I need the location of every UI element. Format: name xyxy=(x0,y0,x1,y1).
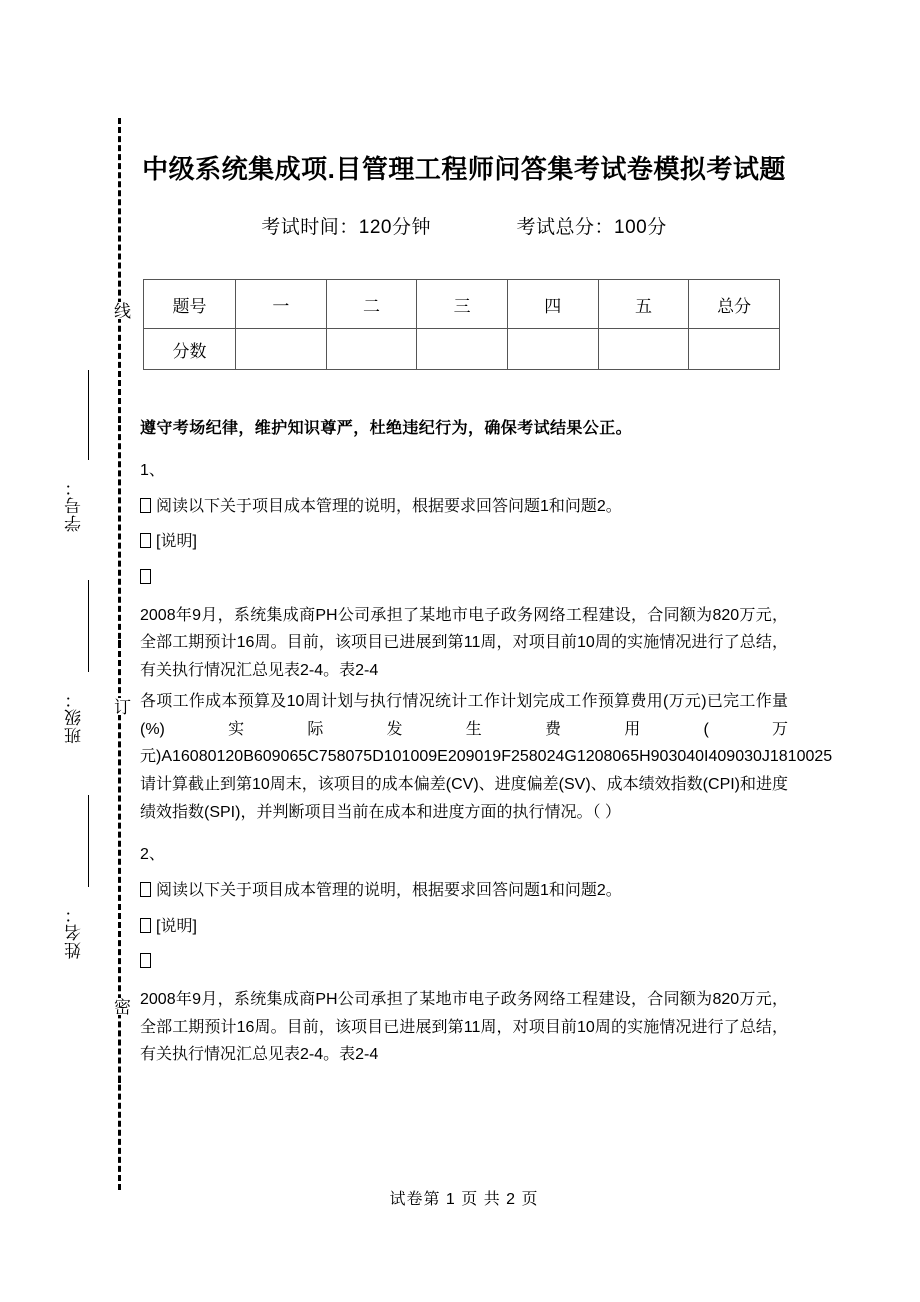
section-label-text: [说明] xyxy=(156,533,197,551)
seal-char-line xyxy=(106,302,134,319)
table-row-header xyxy=(144,280,780,329)
seal-dash-dot xyxy=(118,1080,121,1083)
score-header-cell: 二 xyxy=(326,280,417,329)
class-label: 班级： xyxy=(65,690,84,744)
page-title: 中级系统集成项.目管理工程师问答集考试卷模拟考试题 xyxy=(142,154,786,184)
score-cell[interactable] xyxy=(236,329,327,370)
missing-glyph-icon xyxy=(140,569,151,584)
score-cell[interactable] xyxy=(689,329,780,370)
question-number-1: 1、 xyxy=(140,461,165,479)
seal-dash-dot xyxy=(118,860,121,863)
question-section-label-2 xyxy=(140,904,788,940)
table-row xyxy=(144,329,780,370)
question-body-2a: 2008年9月，系统集成商PH公司承担了某地市电子政务网络工程建设，合同额为820万元，全部工期预计16周。目前，该项目已进展到第11周，对项目前10周的实施情况进行了总结，有关执行情况汇总见表2-4。表2-4 xyxy=(140,991,788,1064)
seal-char-text: 线 xyxy=(111,302,130,319)
seal-char-text: 订 xyxy=(111,698,130,715)
missing-glyph-icon xyxy=(140,882,151,897)
score-header-cell: 总分 xyxy=(689,280,780,329)
seal-dash-dot xyxy=(118,420,121,423)
question-body-1a: 2008年9月，系统集成商PH公司承担了某地市电子政务网络工程建设，合同额为820万元，全部工期预计16周。目前，该项目已进展到第11周，对项目前10周的实施情况进行了总结，有关执行情况汇总见表2-4。表2-4 xyxy=(140,606,788,679)
seal-dashed-line xyxy=(118,118,121,1190)
score-header-cell: 三 xyxy=(417,280,508,329)
score-table xyxy=(143,279,780,370)
question-instruction-text: 阅读以下关于项目成本管理的说明，根据要求回答问题1和问题2。 xyxy=(156,497,622,515)
score-header-cell: 四 xyxy=(507,280,598,329)
section-label-text: [说明] xyxy=(156,917,197,935)
class-write-line[interactable] xyxy=(88,580,89,672)
student-id-write-line[interactable] xyxy=(88,370,89,460)
question-blank-line-2 xyxy=(140,939,788,975)
page-footer: 试卷第 1 页 共 2 页 xyxy=(389,1191,539,1208)
question-instruction-2 xyxy=(140,868,788,904)
score-header-cell: 一 xyxy=(236,280,327,329)
seal-char-bind xyxy=(106,698,134,715)
missing-glyph-icon xyxy=(140,498,151,513)
name-write-line[interactable] xyxy=(88,795,89,887)
score-row-label: 分数 xyxy=(144,329,236,370)
question-number-2: 2、 xyxy=(140,846,165,864)
score-cell[interactable] xyxy=(417,329,508,370)
student-id-label: 学号： xyxy=(65,478,84,532)
question-blank-line-1 xyxy=(140,555,788,591)
seal-char-seal xyxy=(106,998,134,1015)
score-cell[interactable] xyxy=(598,329,689,370)
exam-meta xyxy=(140,190,788,239)
score-cell[interactable] xyxy=(326,329,417,370)
question-instruction-1 xyxy=(140,484,788,520)
question-body-1b: 各项工作成本预算及10周计划与执行情况统计工作计划完成工作预算费用(万元)已完工作量(%)实际发生费用(万元)A16080120B609065C758075D101009E209019F258024G1208065H903040I409030J1810025请计算截止到第10周末，该项目的成本偏差(CV)、进度偏差(SV)、成本绩效指数(CPI)和进度绩效指数(SPI)，并判断项目当前在成本和进度方面的执行情况。（ ） xyxy=(140,693,833,821)
missing-glyph-icon xyxy=(140,918,151,933)
seal-margin xyxy=(0,0,140,1302)
seal-dash-dot xyxy=(118,200,121,203)
score-cell[interactable] xyxy=(507,329,598,370)
missing-glyph-icon xyxy=(140,953,151,968)
seal-dash-dot xyxy=(118,640,121,643)
name-label: 姓名： xyxy=(65,905,84,959)
exam-notice: 遵守考场纪律，维护知识尊严，杜绝违纪行为，确保考试结果公正。 xyxy=(140,420,633,438)
seal-char-text: 密 xyxy=(111,998,130,1015)
missing-glyph-icon xyxy=(140,533,151,548)
document-body xyxy=(140,0,833,1069)
question-section-label-1 xyxy=(140,519,788,555)
exam-time: 考试时间：120分钟 xyxy=(261,217,431,239)
score-header-cell: 五 xyxy=(598,280,689,329)
score-header-cell: 题号 xyxy=(144,280,236,329)
question-instruction-text: 阅读以下关于项目成本管理的说明，根据要求回答问题1和问题2。 xyxy=(156,881,622,899)
exam-total-score: 考试总分：100分 xyxy=(516,217,667,239)
